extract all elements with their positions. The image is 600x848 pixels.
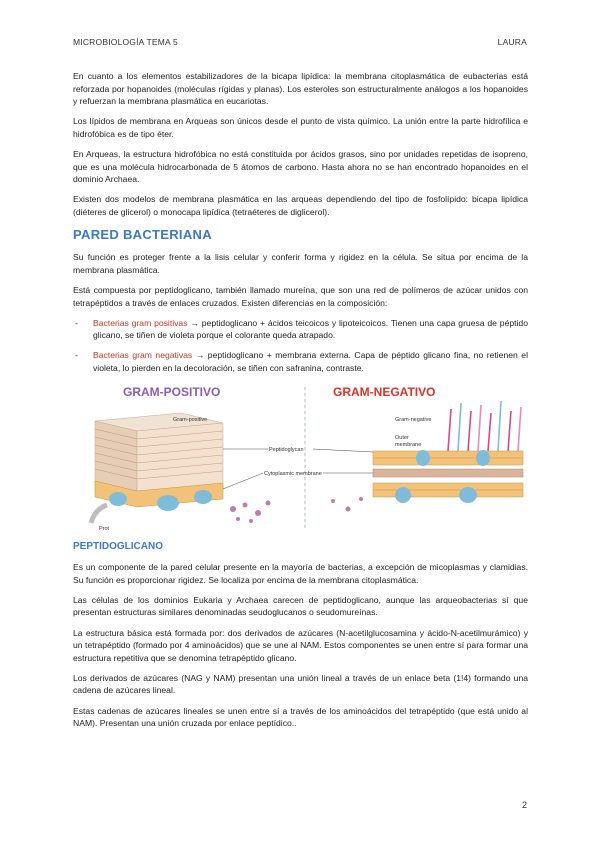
page-number: 2 [521,800,527,810]
paragraph: Su función es proteger frente a la lisis celular y conferir forma y rigidez en la célula. Se situa por encima de la membrana plasmática. [73,252,528,276]
label-membrane: membrane [395,442,422,449]
paragraph: Está compuesta por peptidoglicano, también llamado mureína, que son una red de polímeros de azúcar unidos con tetrapéptidos a través de enlaces cruzados. Existen diferencias en la composición: [73,285,528,308]
gram-wall-illustration [73,381,528,531]
paragraph: En Arqueas, la estructura hidrofóbica no está constituida por ácidos grasos, sino por unidades repetidas de isopreno, que es una molécula hidrocarbonada de 5 átomos de carbono. Hasta ahora no se han encontrado hopanoides en el dominio Archaea. [73,148,528,185]
header-left: MICROBIOLOGÍA TEMA 5 [73,37,178,47]
paragraph: Los derivados de azúcares (NAG y NAM) presentan una unión lineal a través de un enlace beta (1!4) formando una cadena de azúcares lineal. [73,672,528,696]
section-title-pared: PARED BACTERIANA [73,227,212,243]
header-right: LAURA [497,37,527,47]
label-peptidoglycan: Peptidoglycan [269,447,304,454]
gram-negative-title: GRAM-NEGATIVO [333,385,436,400]
page-content [73,70,528,737]
gram-wall-figure [73,381,528,531]
gram-negative-wall [331,401,523,512]
bullet-term: Bacterias gram positivas [93,317,188,328]
paragraph: Las células de los dominios Eukaria y Archaea carecen de peptidoglicano, aunque las arqueobacterias sí que presentan estructuras similares denominadas seudoglucanos o seudomureínas. [73,594,528,618]
list-item [73,349,528,374]
list-item [73,317,528,342]
paragraph: Existen dos modelos de membrana plasmática en las arqueas dependiendo del tipo de fosfolípido: bicapa lipídica (diéteres de glicerol) o monocapa lipídica (tetraéteres de diglicerol). [73,194,528,217]
label-gram-positive: Gram-positive [173,417,208,424]
bullet-text: → peptidoglicano + ácidos teicoicos y lipoteicoicos. Tienen una capa gruesa de péptido glicano, se tiñen de violeta porque el colorante queda atrapado. [93,317,528,341]
paragraph: En cuanto a los elementos estabilizadores de la bicapa lipídica: la membrana citoplasmática de eubacterias está reforzada por hopanoides (moléculas rígidas y planas). Los esteroles son estructuralmente análogos a los hopanoides y refuerzan la membrana plasmática en eucariotas. [73,71,528,107]
section-title-peptidoglicano: PEPTIDOGLICANO [73,541,164,553]
paragraph: Estas cadenas de azúcares lineales se unen entre sí a través de los aminoácidos del tetrapéptido (que está unido al NAM). Presentan una unión cruzada por enlace peptídico.. [73,705,528,729]
gram-positive-wall [91,413,271,523]
bullet-dash: - [75,350,78,360]
label-cytoplasmic-membrane: Cytoplasmic membrane [264,471,322,478]
bullet-text: → peptidoglicano + membrana externa. Capa de péptido glicano fina, no retienen el violeta, lo pierden en la decoloración, se tiñen con safranina, contraste. [93,350,528,373]
label-outer: Outer [395,435,409,442]
label-gram-negative: Gram-negative [395,417,432,424]
bullet-term: Bacterias gram negativas [93,350,193,360]
gram-positive-title: GRAM-POSITIVO [123,385,221,400]
label-cut: Prot [99,526,110,532]
paragraph: La estructura básica está formada por: dos derivados de azúcares (N-acetilglucosamina y ácido-N-acetilmurámico) y un tetrapéptido (formado por 4 aminoácidos) que se une al NAM. Estos componentes se unen entre sí para formar una estructura repetitiva que se denomina tetrapéptido glicano. [73,627,528,663]
bullet-dash: - [75,317,78,328]
paragraph: Es un componente de la pared celular presente en la mayoría de bacterias, a excepción de micoplasmas y clamidias. Su función es proporcionar rigidez. Se localiza por encima de la membrana citoplasmática. [73,562,528,585]
paragraph: Los lípidos de membrana en Arqueas son únicos desde el punto de vista químico. La unión entre la parte hidrofílica e hidrofóbica es de tipo éter. [73,116,528,139]
